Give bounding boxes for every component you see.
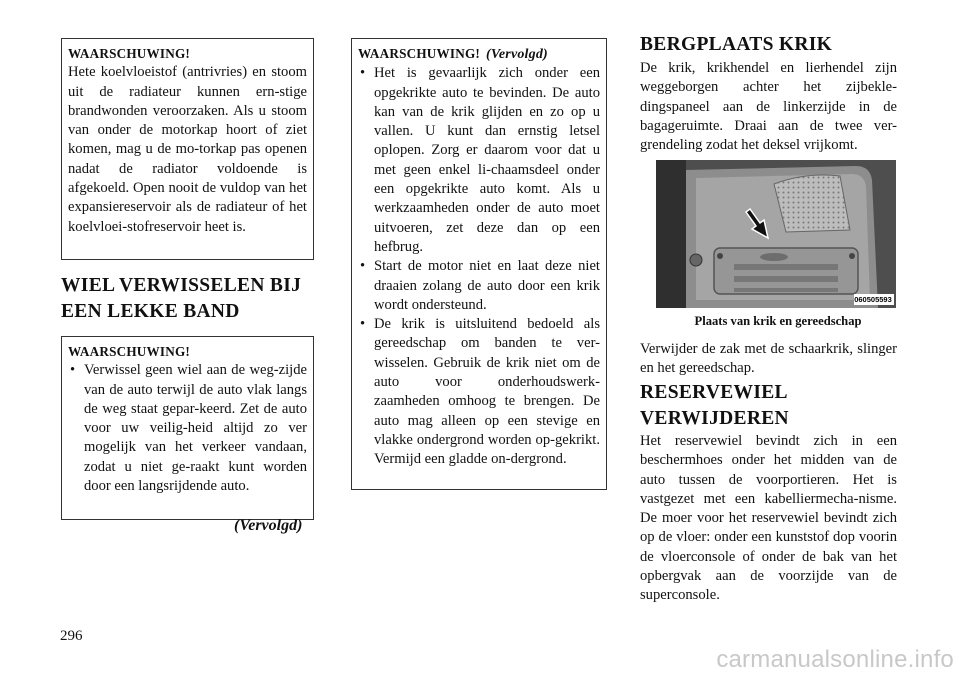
warning-item: • De krik is uitsluitend bedoeld als gereedschap om banden te ver-wisselen. Gebruik de krik niet om de auto voor onderhoudswerk-zaamheden omhoog te brengen. De auto mag alleen op een stevige en vlakke ondergrond worden op-gekrikt. Vermijd een gladde on-dergrond. <box>358 315 600 469</box>
warning-item: • Verwissel geen wiel aan de weg-zijde van de auto terwijl de auto vlak langs de weg staat gepar-keerd. Zet de auto voor uw veilig-heid altijd zo ver mogelijk van het verkeer vandaan, zodat u niet ge-raakt kunt worden door een langsrijdende auto. <box>68 361 307 496</box>
continued-label: (Vervolgd) <box>234 517 303 534</box>
warning-list <box>68 361 307 496</box>
section-title-jack-storage: BERGPLAATS KRIK <box>640 34 833 55</box>
jack-location-image <box>656 160 896 308</box>
section-title-wheel-change: WIEL VERWISSELEN BIJ EEN LEKKE BAND <box>61 275 302 322</box>
warning-text: Hete koelvloeistof (antrivries) en stoom uit de radiateur kunnen ern-stige brandwonden veroorzaken. Als u stoom van onder de motorkap hoort of ziet komen, mag u de mo-torkap pas openen nadat de radiator voldoende is afgekoeld. Open nooit de vuldop van het expansiereservoir als de radiateur of het koelvloei-stofreservoir heet is. <box>68 64 307 235</box>
warning-box-coolant <box>61 38 314 260</box>
warning-title: WAARSCHUWING! <box>68 344 191 359</box>
warning-title <box>358 44 600 64</box>
jack-storage-text: De krik, krikhendel en lierhendel zijn weggeborgen achter het zijbekle-dingspaneel aan de linkerzijde in de bagageruimte. Draai aan de twee ver-grendeling zodat het deksel vrijkomt. <box>640 60 897 154</box>
watermark: carmanualsonline.info <box>716 646 954 673</box>
remove-bag-text: Verwijder de zak met de schaarkrik, slinger en het gereedschap. <box>640 341 897 377</box>
warning-list <box>358 64 600 469</box>
section-title-spare-wheel: RESERVEWIEL VERWIJDEREN <box>640 382 789 429</box>
warning-item: • Het is gevaarlijk zich onder een opgekrikte auto te bevinden. De auto kan van de krik glijden en zo op u vallen. U kunt dan ernstig letsel oplopen. Zorg er daarom voor dat u met geen enkel li-chaamsdeel onder een opgekrikte auto komt. Als u werkzaamheden onder de auto moet uitvoeren, zet deze dan op een hefbrug. <box>358 64 600 257</box>
figure-code: 060505593 <box>854 295 892 304</box>
figure-caption: Plaats van krik en gereedschap <box>694 314 862 328</box>
page-number: 296 <box>60 628 83 644</box>
warning-box-wheel <box>61 336 314 520</box>
warning-continued: (Vervolgd) <box>486 47 548 62</box>
warning-item: • Start de motor niet en laat deze niet draaien zolang de auto door een krik wordt ondersteund. <box>358 257 600 315</box>
warning-title-text: WAARSCHUWING! <box>358 46 481 61</box>
warning-title: WAARSCHUWING! <box>68 46 191 61</box>
jack-location-illustration <box>656 160 896 308</box>
spare-wheel-text: Het reservewiel bevindt zich in een beschermhoes onder het midden van de auto tussen de voorportieren. Het is vastgezet met een kabelliermecha-nisme. De moer voor het reservewiel bevindt zich op de vloer: onder een kunststof dop voorin de vloerconsole of onder de bak van het opbergvak aan de voorzijde van de superconsole. <box>640 433 897 604</box>
warning-box-jack <box>351 38 607 490</box>
